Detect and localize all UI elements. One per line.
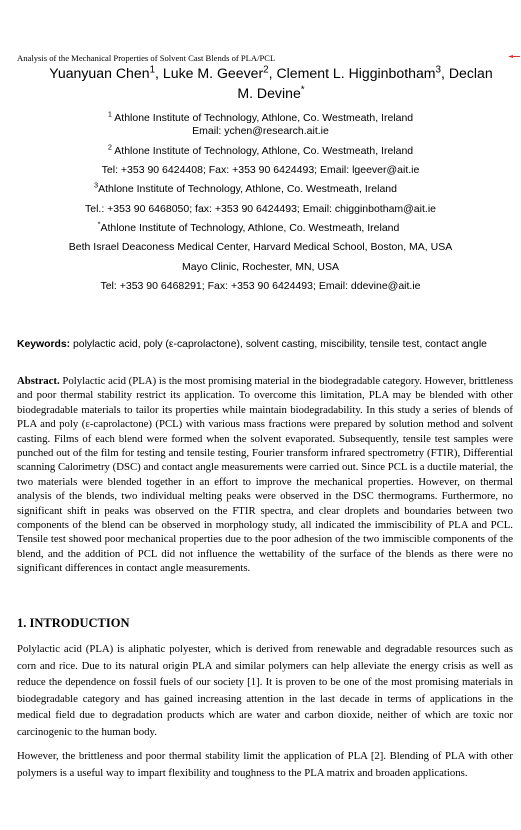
author-name: Luke M. Geever bbox=[162, 65, 264, 81]
affil-mark: 1 bbox=[107, 109, 112, 119]
author-affil-mark: 2 bbox=[263, 64, 269, 76]
affil-mark: 3 bbox=[94, 180, 99, 190]
author-affil-mark: 1 bbox=[149, 64, 156, 76]
affil-mark: 2 bbox=[107, 142, 112, 152]
affiliation-2-contact: Tel: +353 90 6424408; Fax: +353 90 6424493; Email: lgeever@ait.ie bbox=[101, 164, 420, 176]
author-name: Clement L. Higginbotham bbox=[276, 65, 436, 81]
affiliation-text: Athlone Institute of Technology, Athlone, Co. Westmeath, Ireland bbox=[100, 222, 400, 234]
running-title: Analysis of the Mechanical Properties of Solvent Cast Blends of PLA/PCL bbox=[17, 53, 276, 63]
affiliation-4-line3: Mayo Clinic, Rochester, MN, USA bbox=[182, 261, 339, 273]
affiliation-text: Athlone Institute of Technology, Athlone, Co. Westmeath, Ireland bbox=[98, 183, 397, 195]
keywords-label: Keywords: bbox=[17, 339, 71, 350]
keywords-text: polylactic acid, poly (ε-caprolactone), solvent casting, miscibility, tensile test, contact angle bbox=[73, 339, 487, 350]
margin-arrow-icon bbox=[508, 55, 520, 58]
abstract-label: Abstract. bbox=[17, 375, 60, 387]
author-affil-mark: 3 bbox=[435, 64, 442, 76]
author-name: Declan M. Devine bbox=[237, 65, 493, 101]
intro-paragraph-1: Polylactic acid (PLA) is aliphatic polyester, which is derived from renewable and degradable resources such as corn and rice. Due to its natural origin PLA and similar polymers can help alleviate the energy crisis as well as reduce the dependence on fossil fuels of our society [1]. It is proven to be one of the most promising materials in biodegradable category and has gained increasing attention in the last decade in terms of applications in the medical field due to degradation products which are water and carbon dioxide, neither of which are toxic nor carcinogenic to the human body. bbox=[17, 643, 513, 738]
keywords bbox=[17, 338, 513, 351]
affiliation-4 bbox=[0, 219, 509, 235]
affiliation-4-contact: Tel: +353 90 6468291; Fax: +353 90 6424493; Email: ddevine@ait.ie bbox=[100, 280, 421, 292]
affiliation-1-email: Email: ychen@research.ait.ie bbox=[192, 125, 329, 137]
affil-mark: * bbox=[97, 219, 101, 229]
affiliation-text: Athlone Institute of Technology, Athlone, Co. Westmeath, Ireland bbox=[114, 145, 414, 157]
affiliation-text: Athlone Institute of Technology, Athlone, Co. Westmeath, Ireland bbox=[114, 112, 414, 124]
affiliation-4-line2: Beth Israel Deaconess Medical Center, Harvard Medical School, Boston, MA, USA bbox=[68, 241, 453, 253]
abstract-text: Polylactic acid (PLA) is the most promising material in the biodegradable category. However, brittleness and poor thermal stability restrict its application. To overcome this limitation, PLA may be blended with other biodegradable materials to tailor its properties while maintain biodegradability. In this study a series of blends of PLA and poly (ε-caprolactone) (PCL) with various mass fractions were prepared by solution method and solvent casting. Films of each blend were formed when the solvent evaporated. Subsequently, tensile test samples were punched out of the film for testing and tensile testing, Fourier transform infrared spectrometry (FTIR), Differential scanning Calorimetry (DSC) and contact angle measurements were carried out. Since PCL is a ductile material, the two materials were blended together in an effort to improve the mechanical properties. However, on thermal analysis of the blends, two individual melting peaks were observed in the DSC thermograms. Furthermore, no significant shift in peaks was observed on the FTIR spectra, and clear droplets and boundaries between two components of the blend can be observed in morphology study, all indicated the immiscibility of PLA and PCL. Tensile test showed poor mechanical properties due to the poor adhesion of the two immiscible components of the blend, and the addition of PCL did not influence the wettability of the surface of the blends as there were no significant differences in contact angle measurements. bbox=[17, 375, 514, 575]
intro-paragraph-2: However, the brittleness and poor thermal stability limit the application of PLA [2]. Blending of PLA with other polymers is a useful way to impart flexibility and toughness to the PLA matrix and broaden applications. bbox=[17, 750, 513, 779]
affiliation-2 bbox=[0, 142, 521, 158]
affiliation-3-contact: Tel.: +353 90 6468050; fax: +353 90 6424493; Email: chigginbotham@ait.ie bbox=[85, 203, 436, 215]
author-list: Yuanyuan Chen$^1$, Luke M. Geever$^2$, Clement L. Higginbotham$^3$, Declan M. Devine* bbox=[49, 64, 493, 101]
section-heading: 1. INTRODUCTION bbox=[17, 616, 130, 630]
author-name: Yuanyuan Chen bbox=[49, 65, 150, 81]
affiliation-1 bbox=[0, 109, 521, 125]
abstract bbox=[17, 374, 513, 576]
author-affil-mark: * bbox=[300, 84, 305, 96]
affiliation-3 bbox=[0, 180, 506, 196]
